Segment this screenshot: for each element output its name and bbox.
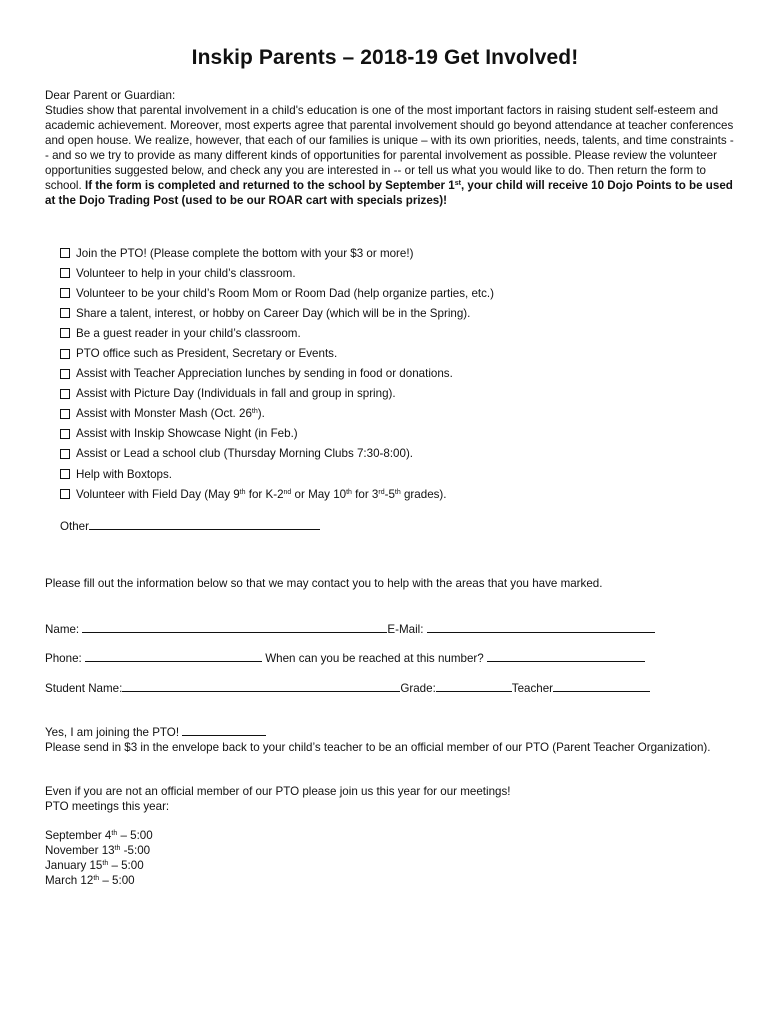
option-label: Assist with Monster Mash (Oct. 26th). [76,407,265,421]
volunteer-options [60,243,750,504]
intro-letter [45,88,735,208]
grade-input-line[interactable] [436,680,512,692]
meeting-item: September 4th – 5:00 [45,829,153,842]
other-label: Other [60,520,89,533]
intro-paragraph [45,103,735,208]
option-boxtops[interactable] [60,464,750,484]
option-room-parent[interactable] [60,283,750,303]
intro-bold-text [45,179,733,207]
checkbox[interactable] [60,308,70,318]
checkbox[interactable] [60,288,70,298]
checkbox[interactable] [60,248,70,258]
option-school-club[interactable] [60,444,750,464]
name-label: Name: [45,623,80,636]
checkbox[interactable] [60,389,70,399]
meetings-list [45,828,735,888]
option-label: Join the PTO! (Please complete the bottom with your $3 or more!) [76,246,414,260]
phone-input-line[interactable] [85,650,262,662]
checkbox[interactable] [60,369,70,379]
option-picture-day[interactable] [60,384,750,404]
option-label: Volunteer to be your child’s Room Mom or Room Dad (help organize parties, etc.) [76,286,495,300]
student-input-line[interactable] [122,680,400,692]
student-row [45,680,650,695]
option-label: Assist or Lead a school club (Thursday Morning Clubs 7:30-8:00). [76,447,414,461]
bold-post: , your child will receive 10 Dojo Points to be used at the Dojo Trading Post (used to be our ROAR cart with specials prizes)! [45,179,733,207]
contact-prompt: Please fill out the information below so that we may contact you to help with the areas that you have marked. [45,577,603,590]
pto-joining [45,724,735,755]
option-label: Share a talent, interest, or hobby on Career Day (which will be in the Spring). [76,306,471,320]
teacher-input-line[interactable] [553,680,650,692]
checkbox[interactable] [60,349,70,359]
option-label: Help with Boxtops. [76,467,173,481]
option-guest-reader[interactable] [60,323,750,343]
option-classroom-help[interactable] [60,263,750,283]
intro-body: Studies show that parental involvement in a child's education is one of the most important factors in raising student self-esteem and academic achievement. Moreover, most experts agree that parental involvement should go beyond attendance at teacher conferences and open house. We realize, however, that each of our families is unique – with its own priorities, needs, talents, and time constraints -- and so we try to provide as many different kinds of opportunities for parental involvement as possible. Please review the volunteer opportunities suggested below, and check any you are interested in -- or tell us what you would like to do. Then return the form to school. [45,104,734,192]
pto-meetings-intro [45,784,735,814]
reach-input-line[interactable] [487,650,645,662]
page-title: Inskip Parents – 2018-19 Get Involved! [191,46,579,69]
email-label: E-Mail: [387,623,424,636]
joining-input-line[interactable] [182,724,266,736]
phone-label: Phone: [45,652,82,665]
option-career-day[interactable] [60,303,750,323]
option-label: PTO office such as President, Secretary or Events. [76,347,338,361]
checkbox[interactable] [60,268,70,278]
meetings-label: PTO meetings this year: [45,800,170,813]
option-label: Assist with Teacher Appreciation lunches by sending in food or donations. [76,367,453,381]
checkbox[interactable] [60,469,70,479]
student-label: Student Name: [45,682,123,695]
teacher-label: Teacher [511,682,554,695]
option-showcase-night[interactable] [60,424,750,444]
option-pto-office[interactable] [60,343,750,363]
checkbox[interactable] [60,409,70,419]
pto-send-text: Please send in $3 in the envelope back to your child’s teacher to be an official member of our PTO (Parent Teacher Organization). [45,741,711,754]
checkbox[interactable] [60,449,70,459]
name-input-line[interactable] [82,621,387,633]
option-label: Be a guest reader in your child’s classroom. [76,326,301,340]
grade-label: Grade: [400,682,436,695]
option-join-pto[interactable] [60,243,750,263]
option-label: Volunteer to help in your child’s classroom. [76,266,296,280]
option-monster-mash[interactable] [60,404,750,424]
bold-pre: If the form is completed and returned to the school by September 1 [84,179,455,192]
meeting-item: January 15th – 5:00 [45,859,144,872]
bold-sup: st [454,180,461,187]
name-email-row [45,621,655,636]
checkbox[interactable] [60,429,70,439]
option-label: Assist with Inskip Showcase Night (in Feb.) [76,427,298,441]
greeting: Dear Parent or Guardian: [45,89,176,102]
option-field-day[interactable] [60,484,750,504]
checkbox[interactable] [60,489,70,499]
option-teacher-appreciation[interactable] [60,364,750,384]
email-input-line[interactable] [427,621,655,633]
phone-row [45,650,645,665]
option-label: Assist with Picture Day (Individuals in fall and group in spring). [76,387,396,401]
pto-even-text: Even if you are not an official member of our PTO please join us this year for our meetings! [45,785,511,798]
meeting-item: November 13th -5:00 [45,844,151,857]
option-label: Volunteer with Field Day (May 9th for K-2nd or May 10th for 3rd-5th grades). [76,487,447,501]
reach-label: When can you be reached at this number? [265,652,484,665]
other-field[interactable] [60,518,320,533]
checkbox[interactable] [60,328,70,338]
meeting-item: March 12th – 5:00 [45,874,135,887]
other-input-line[interactable] [89,518,320,530]
joining-line: Yes, I am joining the PTO! [45,724,735,740]
